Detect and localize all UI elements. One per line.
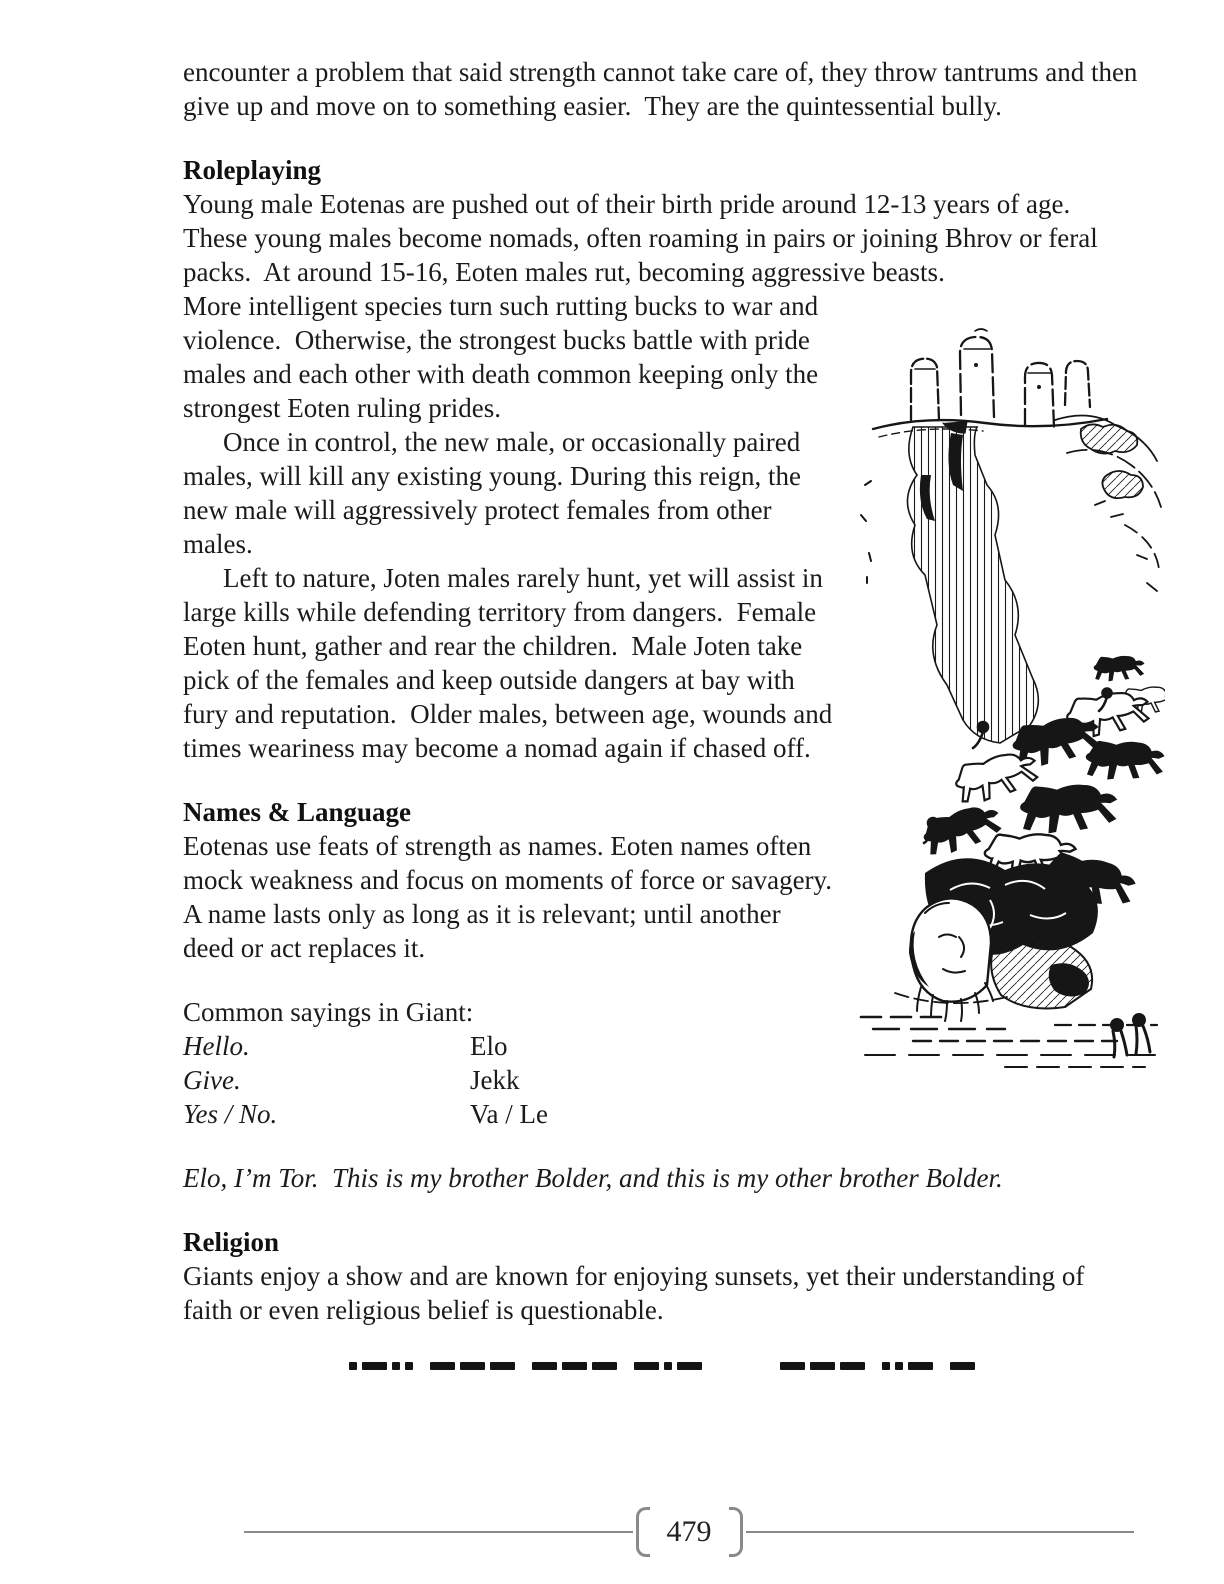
giants-cascade-illustration (855, 325, 1165, 1085)
section-heading-religion: Religion (183, 1227, 280, 1257)
morse-word (349, 1362, 702, 1370)
section-heading-roleplaying: Roleplaying (183, 155, 322, 185)
section-heading-names-language: Names & Language (183, 797, 411, 827)
names-language-paragraph: Eotenas use feats of strength as names. Eoten names often mock weakness and focus on moments of force or savagery. A name lasts only as long as it is relevant; until another deed or act replaces it. (183, 831, 838, 963)
saying-giant: Elo (470, 1031, 508, 1061)
page-number: 479 (666, 1515, 712, 1548)
footer-rule-right (746, 1531, 1135, 1533)
saying-giant: Jekk (470, 1065, 520, 1095)
sayings-row (183, 1063, 838, 1097)
morse-word (780, 1362, 975, 1370)
roleplaying-paragraph-wide: Young male Eotenas are pushed out of their birth pride around 12-13 years of age. These young males become nomads, often roaming in pairs or joining Bhrov or feral packs. At around 15-16, Eoten males rut, becoming aggressive beasts. (183, 189, 1105, 287)
saying-english: Yes / No. (183, 1099, 278, 1129)
page-footer (244, 1508, 1134, 1556)
sayings-table (183, 1029, 838, 1131)
intro-paragraph: encounter a problem that said strength cannot take care of, they throw tantrums and then give up and move on to something easier. They are the quintessential bully. (183, 57, 1145, 121)
saying-english: Hello. (183, 1031, 250, 1061)
footer-bracket-right-icon (729, 1507, 743, 1557)
footer-bracket-left-icon (636, 1507, 650, 1557)
sayings-row (183, 1097, 838, 1131)
sayings-title: Common sayings in Giant: (183, 997, 474, 1027)
saying-giant: Va / Le (470, 1099, 548, 1129)
sayings-row (183, 1029, 838, 1063)
footer-rule-left (244, 1531, 633, 1533)
giant-speech-example: Elo, I’m Tor. This is my brother Bolder, and this is my other brother Bolder. (183, 1163, 1003, 1193)
roleplaying-paragraph-3: Left to nature, Joten males rarely hunt, yet will assist in large kills while defending territory from dangers. Female Eoten hunt, gather and rear the children. Male Joten take pick of the females and keep outside dangers at bay with fury and reputation. Older males, between age, wounds and times weariness may become a nomad again if chased off. (183, 563, 840, 763)
roleplaying-paragraph-2: Once in control, the new male, or occasionally paired males, will kill any existing young. During this reign, the new male will aggressively protect females from other males. (183, 427, 808, 559)
saying-english: Give. (183, 1065, 241, 1095)
page-body (183, 55, 1145, 1377)
morse-code-line (183, 1355, 1140, 1377)
religion-paragraph: Giants enjoy a show and are known for enjoying sunsets, yet their understanding of faith or even religious belief is questionable. (183, 1261, 1092, 1325)
roleplaying-paragraph-narrow: More intelligent species turn such rutting bucks to war and violence. Otherwise, the strongest bucks battle with pride males and each other with death common keeping only the strongest Eoten ruling prides. (183, 291, 825, 423)
